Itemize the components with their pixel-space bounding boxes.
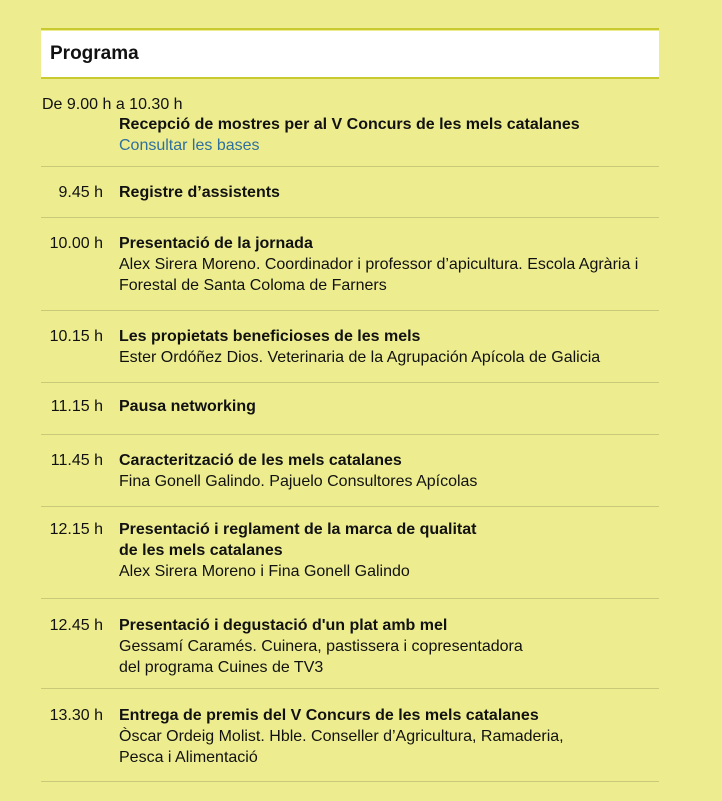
schedule-entry	[41, 311, 659, 383]
entry-time: 10.15 h	[49, 328, 103, 345]
program-schedule	[41, 94, 659, 782]
entry-time: 12.45 h	[49, 617, 103, 634]
entry-time: 11.45 h	[50, 452, 103, 469]
schedule-entry	[41, 507, 659, 599]
entry-content	[119, 519, 659, 582]
entry-title: Entrega de premis del V Concurs de les mels catalanes	[119, 707, 539, 724]
entry-content	[119, 396, 659, 417]
entry-speaker: Fina Gonell Galindo. Pajuelo Consultores Apícolas	[119, 473, 478, 490]
entry-content	[119, 705, 659, 768]
entry-time: 10.00 h	[49, 235, 103, 252]
entry-title: Presentació i degustació d'un plat amb mel	[119, 617, 448, 634]
schedule-entry	[41, 94, 659, 167]
entry-title: Les propietats beneficioses de les mels	[119, 328, 421, 345]
entry-speaker: Alex Sirera Moreno i Fina Gonell Galindo	[119, 563, 410, 580]
schedule-entry	[41, 167, 659, 218]
entry-title-line-2: de les mels catalanes	[119, 542, 283, 559]
entry-time: 9.45 h	[58, 184, 103, 201]
page-title: Programa	[50, 43, 139, 64]
entry-title: Recepció de mostres per al V Concurs de les mels catalanes	[119, 116, 580, 133]
entry-content	[119, 182, 659, 203]
entry-time: 13.30 h	[49, 707, 103, 724]
entry-content	[119, 615, 659, 678]
schedule-entry	[41, 689, 659, 782]
entry-title-line-1: Presentació i reglament de la marca de qualitat	[119, 521, 477, 538]
entry-speaker: Alex Sirera Moreno. Coordinador i professor d’apicultura. Escola Agrària i Forestal de Santa Coloma de Farners	[119, 256, 639, 294]
top-divider	[41, 28, 659, 30]
entry-time: 12.15 h	[49, 521, 103, 538]
entry-time: 11.15 h	[50, 398, 103, 415]
entry-title: Presentació de la jornada	[119, 235, 313, 252]
entry-time: De 9.00 h a 10.30 h	[42, 96, 183, 113]
entry-speaker-line-1: Gessamí Caramés. Cuinera, pastissera i copresentadora	[119, 638, 523, 655]
entry-content	[119, 233, 659, 296]
schedule-entry	[41, 435, 659, 507]
schedule-entry	[41, 383, 659, 435]
entry-speaker-line-2: del programa Cuines de TV3	[119, 659, 324, 676]
entry-content	[119, 326, 659, 368]
entry-title: Caracterització de les mels catalanes	[119, 452, 402, 469]
entry-speaker: Ester Ordóñez Dios. Veterinaria de la Agrupación Apícola de Galicia	[119, 349, 601, 366]
schedule-entry	[41, 218, 659, 311]
entry-speaker-line-2: Pesca i Alimentació	[119, 749, 258, 766]
program-header	[41, 31, 659, 79]
entry-title: Pausa networking	[119, 398, 256, 415]
schedule-entry	[41, 599, 659, 689]
entry-content	[119, 450, 659, 492]
entry-content	[119, 94, 659, 156]
entry-title: Registre d’assistents	[119, 184, 280, 201]
entry-speaker-line-1: Òscar Ordeig Molist. Hble. Conseller d’Agricultura, Ramaderia,	[119, 728, 564, 745]
bases-link[interactable]: Consultar les bases	[119, 137, 260, 154]
